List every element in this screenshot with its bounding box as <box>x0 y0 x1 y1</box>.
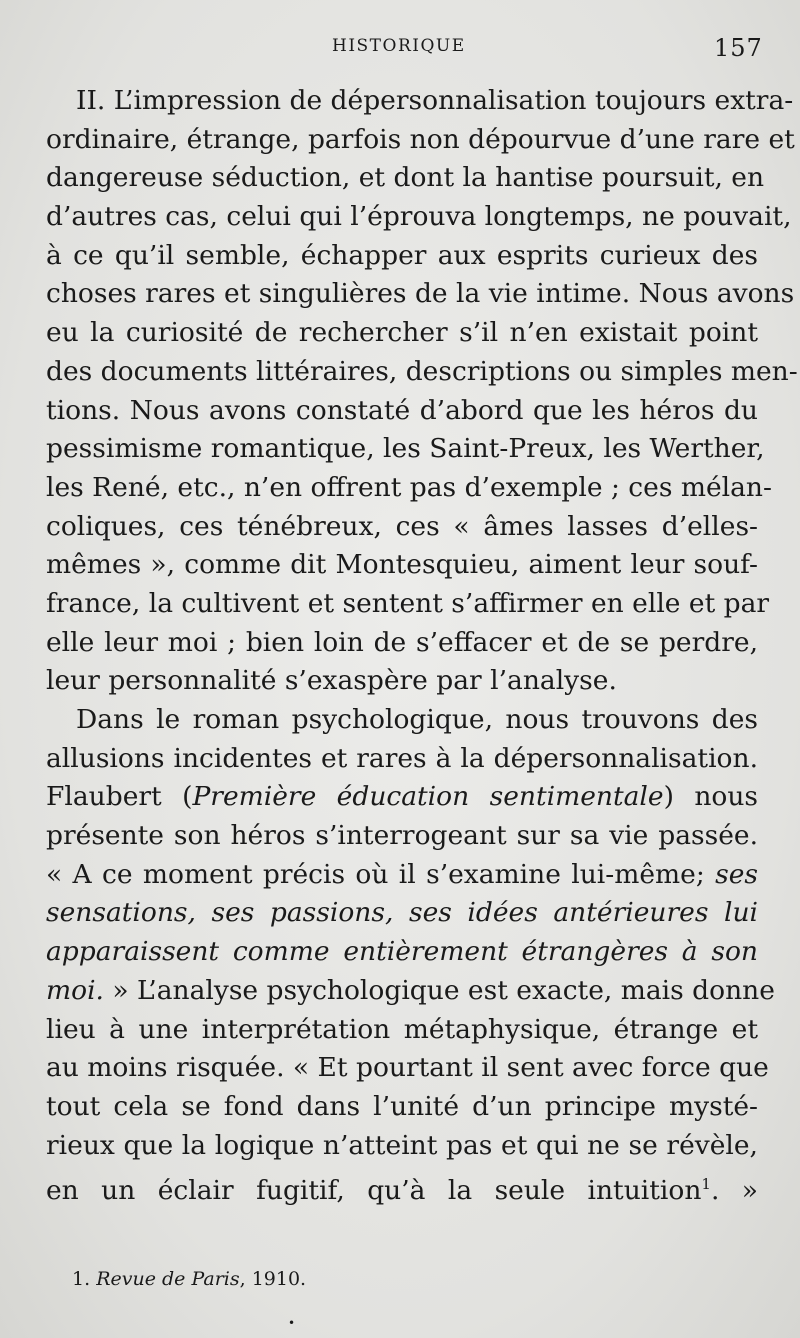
text-segment: Flaubert ( <box>46 781 193 813</box>
footnote-year: , 1910. <box>239 1268 307 1290</box>
text-line: coliques, ces ténébreux, ces « âmes lasses d’elles- <box>46 510 758 542</box>
text-line: Dans le roman psychologique, nous trouvons des <box>76 704 758 735</box>
text-line: II. L’impression de dépersonnalisation toujours extra- <box>76 85 794 116</box>
text-line: leur personnalité s’exaspère par l’analyse. <box>46 665 617 697</box>
text-line <box>46 856 758 895</box>
paragraph-2 <box>46 701 775 1207</box>
text-line: pessimisme romantique, les Saint-Preux, les Werther, <box>46 433 765 465</box>
text-line: lieu à une interprétation métaphysique, étrange et <box>46 1013 758 1045</box>
page-number: 157 <box>714 34 763 62</box>
text-line: choses rares et singulières de la vie intime. Nous avons <box>46 278 795 310</box>
quote-italic: ses <box>715 858 758 890</box>
text-line: les René, etc., n’en offrent pas d’exemple ; ces mélan- <box>46 471 772 503</box>
text-line: tout cela se fond dans l’unité d’un principe mysté- <box>46 1090 758 1122</box>
paragraph-1 <box>46 82 798 701</box>
footnote-number: 1. <box>72 1268 91 1290</box>
text-line: elle leur moi ; bien loin de s’effacer et de se perdre, <box>46 626 758 658</box>
text-line <box>46 1165 758 1207</box>
text-line: mêmes », comme dit Montesquieu, aiment leur souf- <box>46 549 758 581</box>
text-line <box>46 778 758 817</box>
book-title: Première éducation sentimentale <box>192 781 664 813</box>
text-line: eu la curiosité de rechercher s’il n’en existait point <box>46 317 758 349</box>
text-segment: » L’analyse psychologique est exacte, mais donne <box>103 974 775 1006</box>
text-line: france, la cultivent et sentent s’affirmer en elle et par <box>46 587 770 619</box>
text-line: d’autres cas, celui qui l’éprouva longtemps, ne pouvait, <box>46 201 792 233</box>
printer-mark: • <box>288 1316 296 1330</box>
text-segment: « A ce moment précis où il s’examine lui-même; <box>46 858 716 890</box>
quote-italic: moi. <box>46 974 104 1006</box>
text-line: dangereuse séduction, et dont la hantise poursuit, en <box>46 162 765 194</box>
text-segment: en un éclair fugitif, qu’à la seule intuition <box>46 1175 702 1207</box>
text-line: des documents littéraires, descriptions ou simples men- <box>46 355 798 387</box>
text-line: présente son héros s’interrogeant sur sa vie passée. <box>46 820 758 852</box>
text-line: tions. Nous avons constaté d’abord que les héros du <box>46 394 758 426</box>
text-line: à ce qu’il semble, échapper aux esprits curieux des <box>46 239 758 271</box>
text-segment: ) nous <box>663 781 759 813</box>
text-line: allusions incidentes et rares à la dépersonnalisation. <box>46 742 758 774</box>
footnote-source: Revue de Paris <box>96 1268 240 1290</box>
text-line: ordinaire, étrange, parfois non dépourvue d’une rare et <box>46 123 795 155</box>
text-segment: . » <box>710 1175 758 1207</box>
text-line: rieux que la logique n’atteint pas et qui ne se révèle, <box>46 1129 758 1161</box>
quote-italic-line: apparaissent comme entièrement étrangères à son <box>46 936 758 968</box>
quote-italic-line: sensations, ses passions, ses idées antérieures lui <box>46 897 758 929</box>
text-line: au moins risquée. « Et pourtant il sent avec force que <box>46 1052 769 1084</box>
text-line <box>46 972 775 1011</box>
page-header <box>0 36 800 66</box>
footnote <box>72 1268 306 1290</box>
body-text <box>46 82 798 1207</box>
footnote-ref: 1 <box>701 1175 711 1194</box>
running-head: HISTORIQUE <box>332 36 466 56</box>
